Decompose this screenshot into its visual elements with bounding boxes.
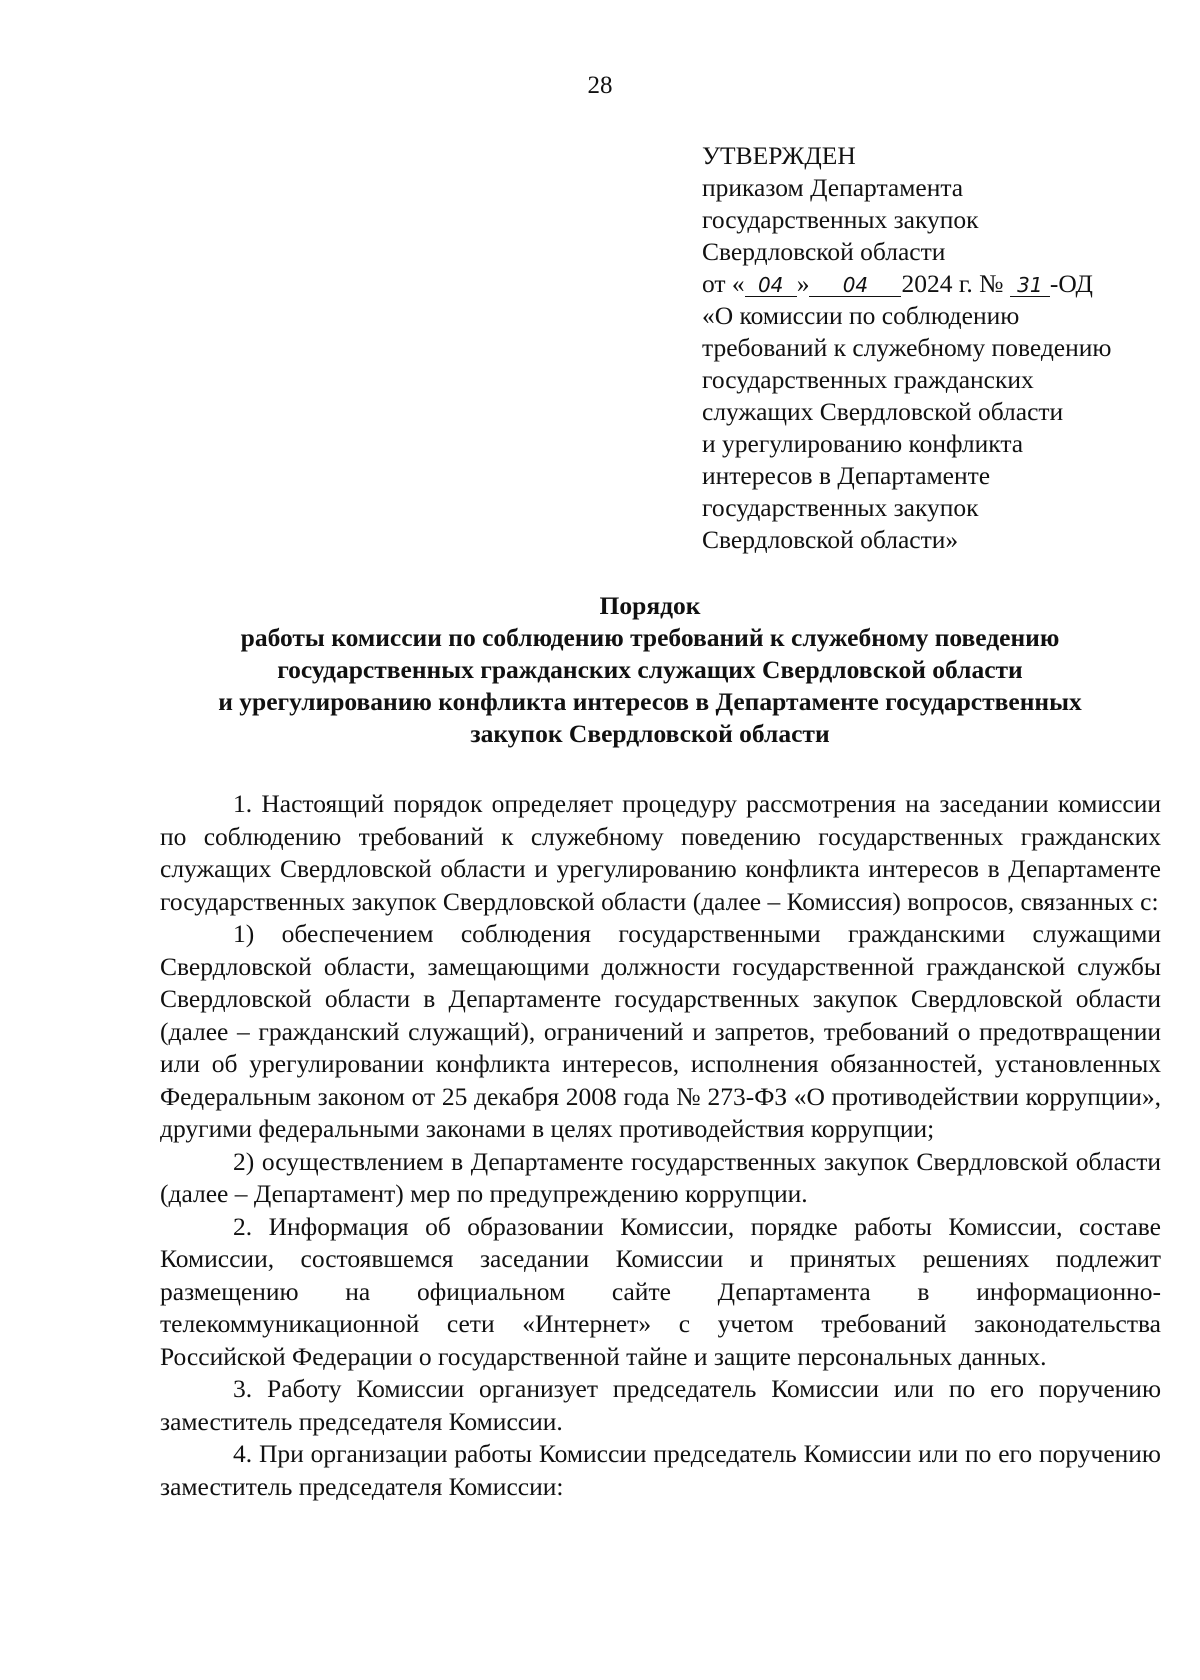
date-prefix: от « — [702, 269, 745, 298]
document-body — [160, 788, 1161, 1503]
approval-subject-line: Свердловской области» — [702, 525, 959, 554]
date-year: 2024 г. № — [901, 269, 1004, 298]
approval-line: Свердловской области — [702, 237, 946, 266]
page-number: 28 — [587, 72, 613, 99]
handwritten-order-number: 31 — [1010, 274, 1050, 297]
paragraph-1-item-2: 2) осуществлением в Департаменте государственных закупок Свердловской области (далее – Департамент) мер по предупреждению коррупции. — [160, 1146, 1161, 1208]
approval-subject-line: «О комиссии по соблюдению — [702, 301, 1020, 330]
paragraph-1-item-1: 1) обеспечением соблюдения государственными гражданскими служащими Свердловской области, замещающими должности государственной гражданской службы Свердловской области в Департаменте государственных закупок Свердловской области (далее – гражданский служащий), ограничений и запретов, требований о предотвращении или об урегулировании конфликта интересов, исполнения обязанностей, установленных Федеральным законом от 25 декабря 2008 года № 273-ФЗ «О противодействии коррупции», другими федеральными законами в целях противодействия коррупции; — [160, 919, 1161, 1143]
document-heading — [150, 590, 1150, 750]
handwritten-month: 04 — [809, 274, 901, 297]
date-mid: » — [796, 269, 810, 298]
document-title: Порядок — [599, 591, 701, 620]
approval-subject-line: государственных гражданских — [702, 365, 1034, 394]
approval-subject-line: и урегулированию конфликта — [702, 429, 1024, 458]
document-heading-line: закупок Свердловской области — [470, 719, 830, 748]
paragraph-3: 3. Работу Комиссии организует председатель Комиссии или по его поручению заместитель председателя Комиссии. — [160, 1374, 1161, 1436]
approval-subject-line: интересов в Департаменте — [702, 461, 991, 490]
approval-line: государственных закупок — [702, 205, 979, 234]
document-heading-line: работы комиссии по соблюдению требований к служебному поведению — [240, 623, 1060, 652]
approval-date-line — [702, 268, 1172, 300]
paragraph-4: 4. При организации работы Комиссии председатель Комиссии или по его поручению заместитель председателя Комиссии: — [160, 1439, 1161, 1501]
approval-line: приказом Департамента — [702, 173, 964, 202]
document-heading-line: и урегулированию конфликта интересов в Департаменте государственных — [218, 687, 1082, 716]
approval-subject-line: требований к служебному поведению — [702, 333, 1112, 362]
approval-subject-line: государственных закупок — [702, 493, 979, 522]
approval-title: УТВЕРЖДЕН — [702, 141, 856, 170]
approval-stamp-block — [702, 140, 1172, 556]
handwritten-day: 04 — [745, 274, 797, 297]
paragraph-2: 2. Информация об образовании Комиссии, порядке работы Комиссии, составе Комиссии, состоявшемся заседании Комиссии и принятых решениях подлежит размещению на официальном сайте Департамента в информационно-телекоммуникационной сети «Интернет» с учетом требований законодательства Российской Федерации о государственной тайне и защите персональных данных. — [160, 1211, 1161, 1371]
approval-subject-line: служащих Свердловской области — [702, 397, 1064, 426]
order-number-suffix: -ОД — [1049, 269, 1093, 298]
document-heading-line: государственных гражданских служащих Свердловской области — [277, 655, 1023, 684]
paragraph-1: 1. Настоящий порядок определяет процедуру рассмотрения на заседании комиссии по соблюдению требований к служебному поведению государственных гражданских служащих Свердловской области и урегулированию конфликта интересов в Департаменте государственных закупок Свердловской области (далее – Комиссия) вопросов, связанных с: — [160, 789, 1161, 916]
